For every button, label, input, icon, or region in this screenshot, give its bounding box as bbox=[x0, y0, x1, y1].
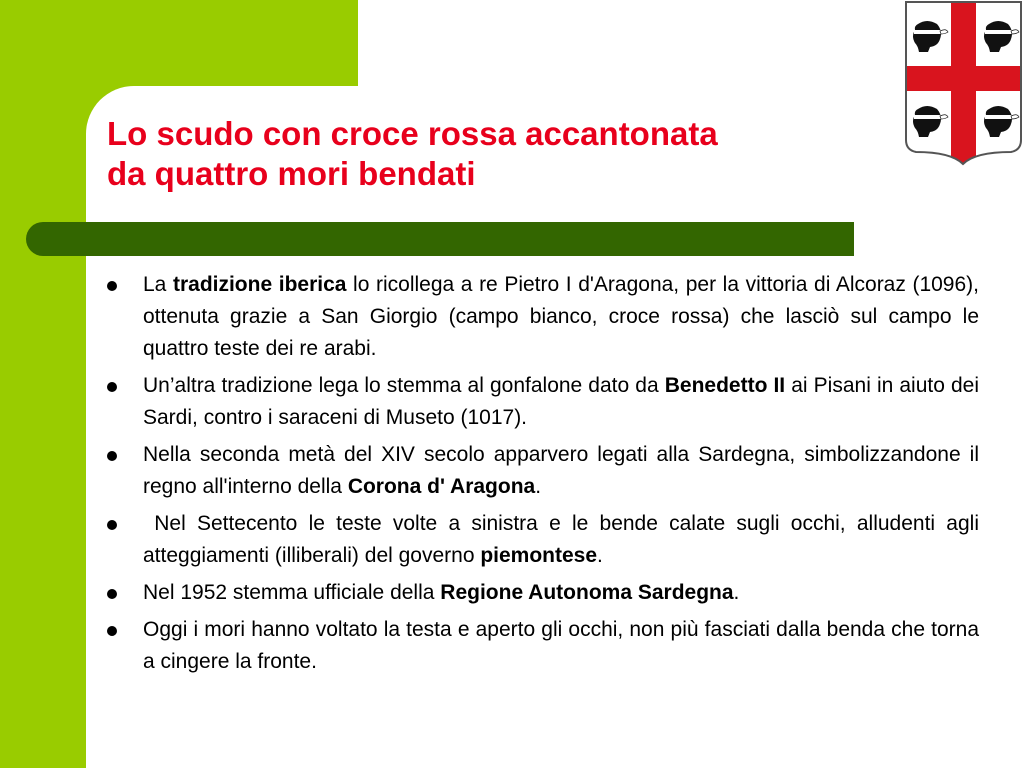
bullet-dot-icon bbox=[107, 626, 117, 636]
bullet-dot-icon bbox=[107, 281, 117, 291]
bullet-item bbox=[107, 508, 985, 572]
bullet-item bbox=[107, 577, 979, 609]
bullet-dot-icon bbox=[107, 451, 117, 461]
slide-title bbox=[107, 114, 867, 194]
bullet-text: Nel Settecento le teste volte a sinistra e le bende calate sugli occhi, alludenti agli atteggiamenti (illiberali) del governo bbox=[143, 512, 985, 567]
bullet-dot-icon bbox=[107, 589, 117, 599]
bullet-bold-text: Regione Autonoma Sardegna bbox=[440, 581, 734, 604]
bullet-text: lo ricollega a re Pietro I d'Aragona, per la vittoria di Alcoraz (1096), ottenuta grazie a San Giorgio (campo bianco, croce rossa) che lasciò sul campo le quattro teste dei re arabi. bbox=[143, 273, 979, 360]
title-divider-bar bbox=[26, 222, 854, 256]
bullet-bold-text: piemontese bbox=[480, 544, 598, 567]
title-line-1: Lo scudo con croce rossa accantonata bbox=[107, 115, 718, 152]
title-line-2: da quattro mori bendati bbox=[107, 155, 476, 192]
bullet-bold-text: tradizione iberica bbox=[172, 273, 347, 296]
bullet-item bbox=[107, 269, 979, 365]
bullet-text: Un’altra tradizione lega lo stemma al gonfalone dato da bbox=[143, 374, 665, 397]
bullet-item bbox=[107, 370, 979, 434]
bullet-bold-text: Corona d' Aragona bbox=[347, 475, 536, 498]
bullet-item bbox=[107, 614, 979, 678]
bullet-text: . bbox=[733, 581, 740, 604]
bullet-text: . bbox=[535, 475, 542, 498]
bullet-item bbox=[107, 439, 979, 503]
bullet-bold-text: Benedetto II bbox=[664, 374, 786, 397]
bullet-text: Nella seconda metà del XIV secolo apparvero legati alla Sardegna, simbolizzandone il regno all'interno della bbox=[143, 443, 979, 498]
bullet-text: Nel 1952 stemma ufficiale della bbox=[143, 581, 441, 604]
bullet-dot-icon bbox=[107, 520, 117, 530]
bullet-text: . bbox=[597, 544, 603, 567]
bullet-text: Oggi i mori hanno voltato la testa e aperto gli occhi, non più fasciati dalla benda che torna a cingere la fronte. bbox=[143, 618, 979, 673]
bullet-dot-icon bbox=[107, 382, 117, 392]
bullet-text: La bbox=[143, 273, 173, 296]
bullet-list bbox=[107, 269, 985, 683]
coat-of-arms-four-moors-icon bbox=[903, 0, 1024, 166]
bullet-text: ai Pisani in aiuto dei Sardi, contro i saraceni di Museto (1017). bbox=[143, 374, 980, 429]
